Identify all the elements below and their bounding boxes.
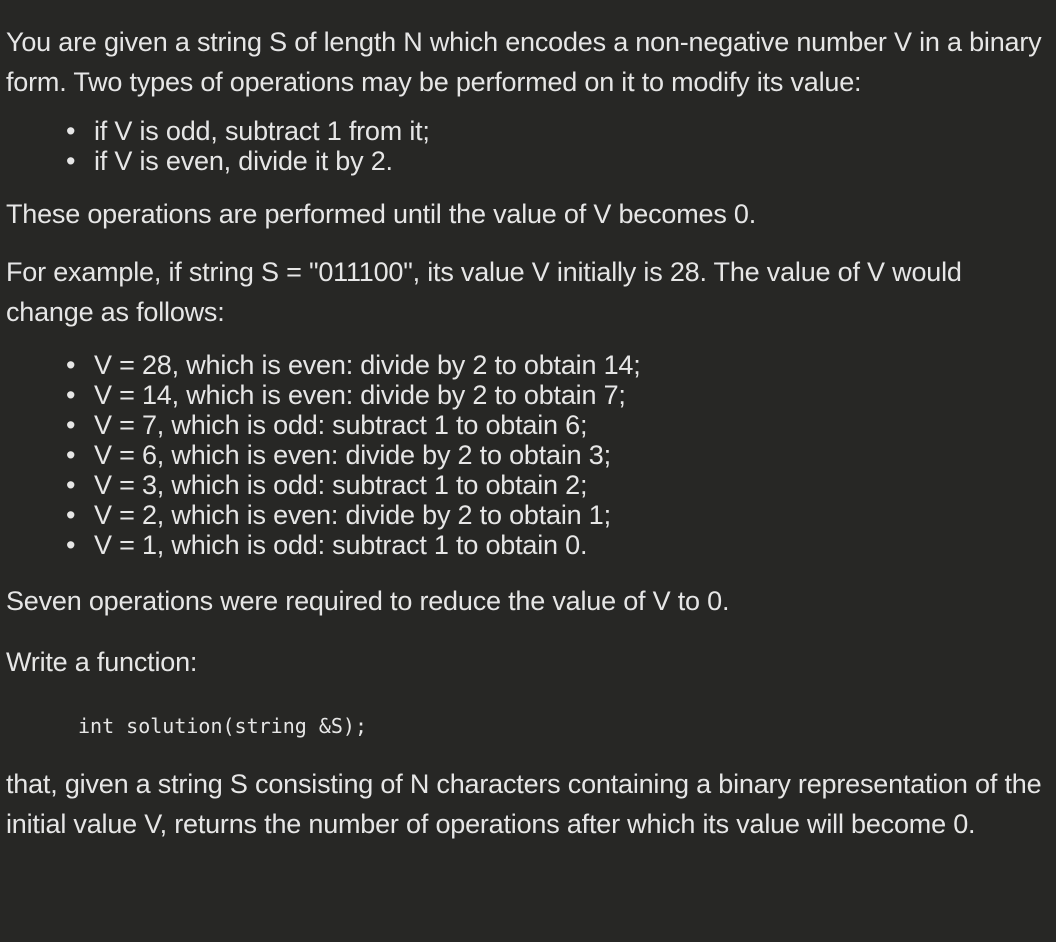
operations-list [6,116,1056,176]
bullet-icon: • [66,470,76,500]
list-item [66,350,1056,380]
bullet-icon: • [66,440,76,470]
bullet-icon: • [66,116,76,146]
list-item [66,146,1056,176]
intro-paragraph: You are given a string S of length N which encodes a non-negative number V in a binary form. Two types of operations may be performed on it to modify its value: [6,27,1042,97]
list-item [66,530,1056,560]
list-item [66,470,1056,500]
stop-condition-paragraph: These operations are performed until the value of V becomes 0. [6,199,757,229]
bullet-icon: • [66,380,76,410]
bullet-icon: • [66,530,76,560]
summary-paragraph: Seven operations were required to reduce the value of V to 0. [6,586,730,616]
list-item [66,116,1056,146]
list-item [66,410,1056,440]
list-item [66,500,1056,530]
step-text: V = 1, which is odd: subtract 1 to obtain 0. [94,530,588,560]
bullet-icon: • [66,146,76,176]
step-text: V = 7, which is odd: subtract 1 to obtain 6; [94,410,588,440]
step-text: V = 28, which is even: divide by 2 to obtain 14; [94,350,641,380]
step-text: V = 3, which is odd: subtract 1 to obtain 2; [94,470,588,500]
step-text: V = 2, which is even: divide by 2 to obtain 1; [94,500,611,530]
code-signature: int solution(string &S); [78,714,367,738]
operation-text: if V is even, divide it by 2. [94,146,393,176]
steps-list [6,350,1056,560]
step-text: V = 6, which is even: divide by 2 to obtain 3; [94,440,611,470]
bullet-icon: • [66,350,76,380]
list-item [66,440,1056,470]
operation-text: if V is odd, subtract 1 from it; [94,116,430,146]
step-text: V = 14, which is even: divide by 2 to obtain 7; [94,380,626,410]
final-paragraph: that, given a string S consisting of N characters containing a binary representation of the initial value V, returns the number of operations after which its value will become 0. [6,769,1042,839]
write-function-paragraph: Write a function: [6,647,198,677]
bullet-icon: • [66,410,76,440]
example-paragraph: For example, if string S = "011100", its value V initially is 28. The value of V would change as follows: [6,257,962,327]
list-item [66,380,1056,410]
bullet-icon: • [66,500,76,530]
